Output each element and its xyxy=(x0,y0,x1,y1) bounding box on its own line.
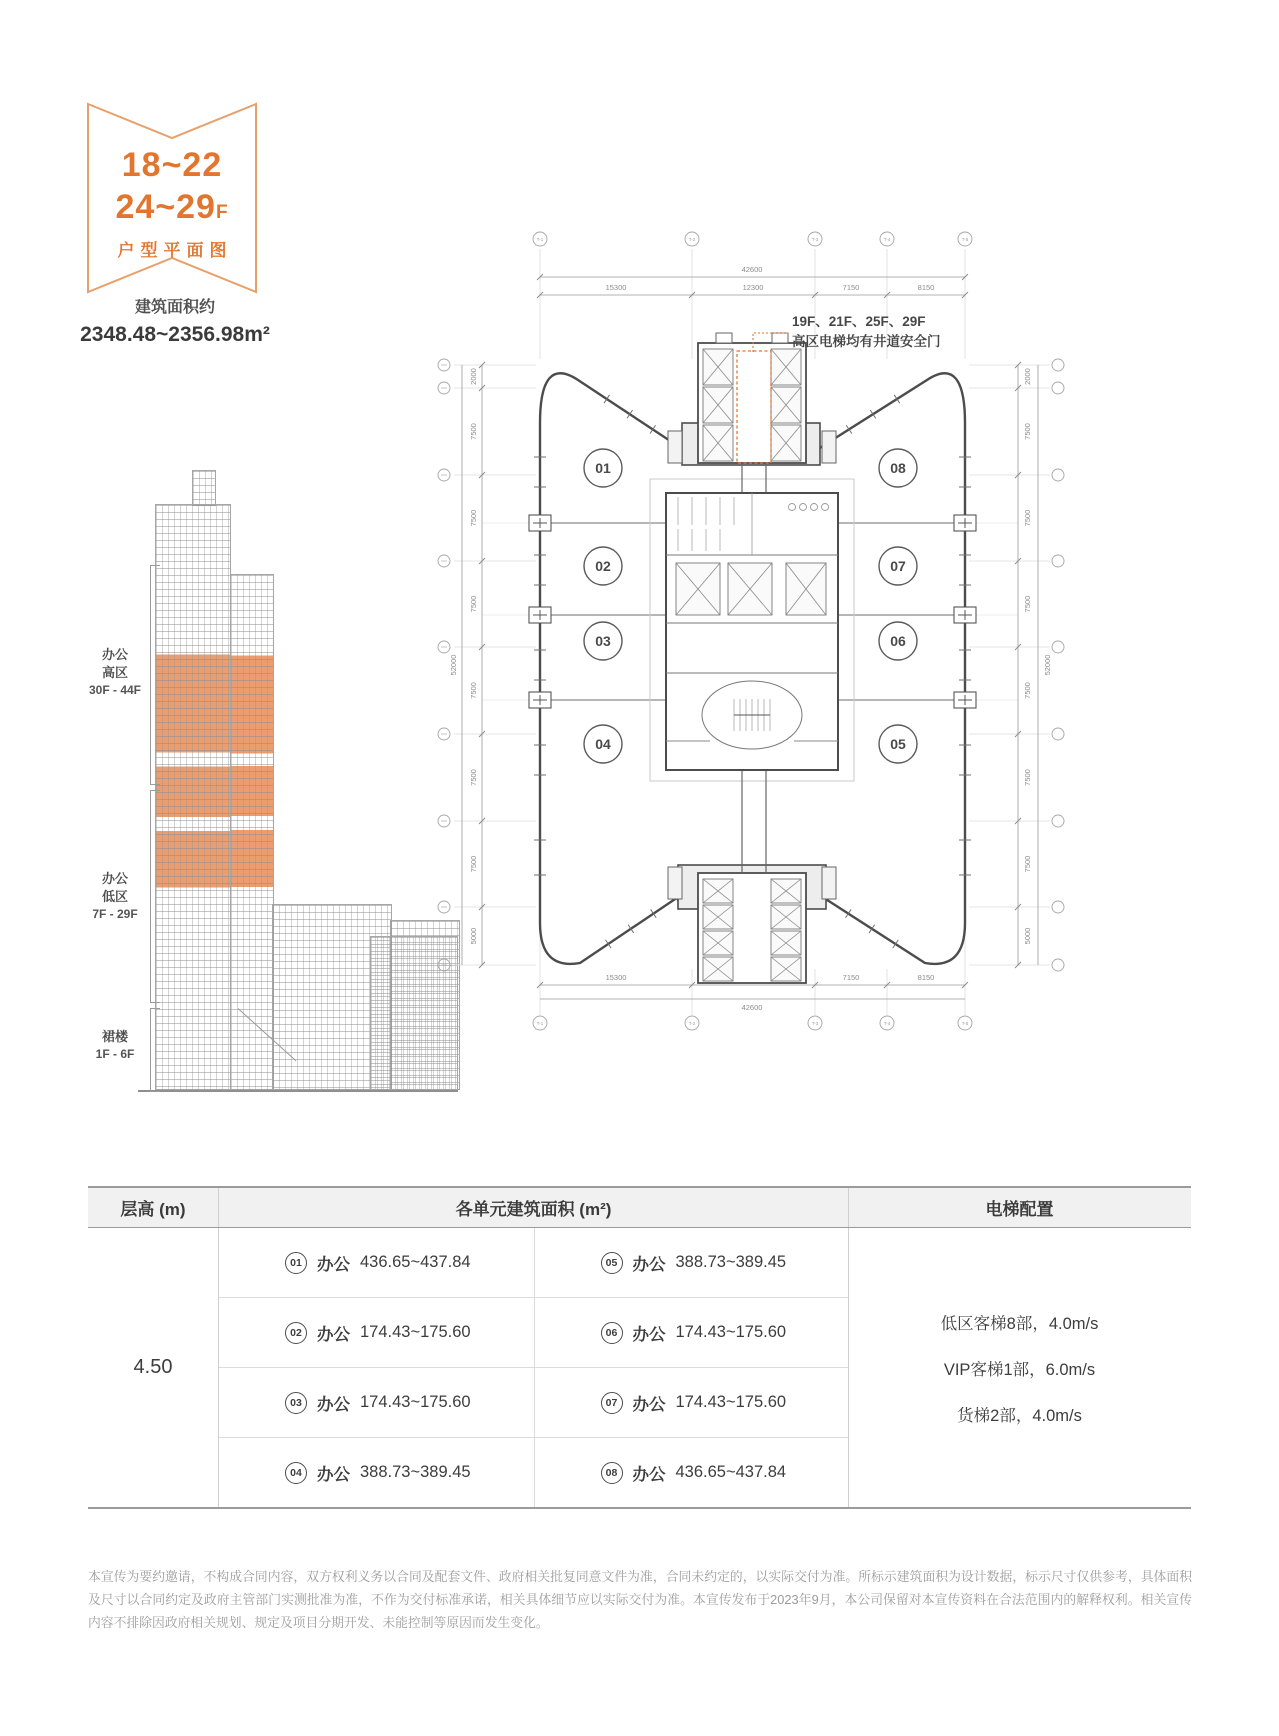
dim-right-seg: 7500 xyxy=(1023,509,1032,527)
grid-bubble: T-4 xyxy=(883,237,891,242)
unit-number-badge: 08 xyxy=(601,1462,623,1484)
elevator-config xyxy=(849,1228,1190,1507)
area-note-label: 建筑面积约 xyxy=(134,299,215,316)
unit-07-label: 07 xyxy=(890,558,906,574)
dim-left-seg: 2000 xyxy=(469,368,478,385)
unit-use: 办公 xyxy=(317,1395,350,1414)
unit-number-badge: 07 xyxy=(601,1392,623,1414)
unit-area-cell xyxy=(534,1368,849,1437)
zone-low-range: 7F - 29F xyxy=(92,907,138,922)
unit-area: 388.73~389.45 xyxy=(360,1463,471,1481)
zone-bracket-high xyxy=(150,565,159,785)
unit-area: 174.43~175.60 xyxy=(675,1393,787,1411)
disclaimer-text: 本宣传为要约邀请，不构成合同内容，双方权利义务以合同及配套文件、政府相关批复同意文件为准，合同未约定的，以实际交付为准。所标示建筑面积为设计数据，标示尺寸仅供参考，具体面积及尺寸以合同约定及政府主管部门实测批准为准，不作为交付标准承诺，相关具体细节应以实际交付为准。本宣传发布于2023年9月，本公司保留对本宣传资料在合法范围内的解释权利。相关宣传内容不排除因政府相关规划、规定及项目分期开发、未能控制等原因而发生变化。 xyxy=(88,1569,1192,1631)
dim-right-seg: 2000 xyxy=(1023,368,1032,385)
grid-bubble: T-5 xyxy=(961,1021,969,1026)
grid-bubble: T-1 xyxy=(536,1021,544,1026)
unit-number-badge: 06 xyxy=(601,1322,623,1344)
unit-area-cell xyxy=(534,1298,849,1367)
area-note-value: 2348.48~2356.98m² xyxy=(80,323,270,346)
spec-table-header xyxy=(88,1188,1191,1228)
table-row xyxy=(219,1368,848,1438)
dim-left-seg: 5000 xyxy=(469,927,478,945)
annotation-line1: 19F、21F、25F、29F xyxy=(792,314,926,329)
elevator-line-1: 低区客梯8部，4.0m/s xyxy=(940,1314,1099,1333)
dim-left-seg: 7500 xyxy=(469,595,478,613)
badge-floors-line2 xyxy=(86,188,258,227)
elevator-line-3: 货梯2部，4.0m/s xyxy=(957,1406,1082,1425)
dim-right-seg: 7500 xyxy=(1023,855,1032,873)
unit-02-label: 02 xyxy=(595,558,611,574)
table-row xyxy=(219,1298,848,1368)
unit-number-badge: 04 xyxy=(285,1462,307,1484)
unit-area-cell xyxy=(219,1228,534,1297)
header-unit-areas: 各单元建筑面积 (m²) xyxy=(218,1188,849,1227)
dim-right-total: 52000 xyxy=(1043,654,1052,676)
unit-area-cell xyxy=(219,1438,534,1507)
elevation-ground-line xyxy=(138,1090,458,1092)
elevator-line-2: VIP客梯1部，6.0m/s xyxy=(943,1360,1096,1379)
zone-label-podium xyxy=(84,1028,146,1063)
header-floor-height: 层高 (m) xyxy=(120,1200,186,1219)
grid-bubble: T-2 xyxy=(688,1021,696,1026)
dim-top-total: 42600 xyxy=(741,265,763,274)
zone-bracket-low xyxy=(150,790,159,1003)
dim-right-seg: 7500 xyxy=(1023,423,1032,440)
zone-label-high xyxy=(84,646,146,699)
unit-number-badge: 02 xyxy=(285,1322,307,1344)
dim-bottom-seg3: 7150 xyxy=(842,973,860,982)
zone-podium-name: 裙楼 xyxy=(101,1029,128,1044)
spec-table xyxy=(88,1186,1191,1509)
dim-bottom-total: 42600 xyxy=(741,1003,763,1012)
badge-floors-line2-text: 24~29 xyxy=(115,188,216,226)
floor-plan xyxy=(420,225,1080,1035)
unit-area-cell xyxy=(219,1368,534,1437)
zone-high-range: 30F - 44F xyxy=(88,683,142,698)
unit-area: 436.65~437.84 xyxy=(360,1253,471,1271)
top-elevator-bank xyxy=(668,333,836,465)
dim-top-seg1: 15300 xyxy=(605,283,627,292)
unit-area-cell xyxy=(534,1438,849,1507)
unit-01-label: 01 xyxy=(595,460,611,476)
floor-height-value: 4.50 xyxy=(133,1356,173,1378)
elevation-main-tower xyxy=(155,504,231,1090)
unit-03-label: 03 xyxy=(595,633,611,649)
dim-right-seg: 7500 xyxy=(1023,769,1032,786)
floor-range-badge xyxy=(86,102,258,294)
unit-04-label: 04 xyxy=(595,736,611,752)
unit-use: 办公 xyxy=(632,1325,666,1344)
unit-use: 办公 xyxy=(317,1325,350,1344)
unit-05-label: 05 xyxy=(890,736,906,752)
unit-use: 办公 xyxy=(632,1395,666,1414)
dim-top-seg2: 12300 xyxy=(742,283,764,292)
badge-floor-suffix: F xyxy=(215,202,229,223)
unit-area: 174.43~175.60 xyxy=(360,1393,471,1411)
unit-number-badge: 03 xyxy=(285,1392,307,1414)
zone-bracket-podium xyxy=(150,1008,159,1092)
unit-area-grid xyxy=(218,1228,849,1507)
elevation-tower-crown xyxy=(192,470,216,506)
badge-floors-line1: 18~22 xyxy=(121,146,223,184)
dim-right-seg: 7500 xyxy=(1023,595,1032,613)
unit-area: 436.65~437.84 xyxy=(675,1463,787,1481)
dim-left-seg: 7500 xyxy=(469,509,478,527)
grid-bubble: T-2 xyxy=(688,237,696,242)
zone-high-name2: 高区 xyxy=(101,665,128,681)
badge-title: 户型平面图 xyxy=(117,241,233,260)
grid-bubble: T-3 xyxy=(811,237,819,242)
dim-left-seg: 7500 xyxy=(469,423,478,440)
unit-use: 办公 xyxy=(317,1465,350,1484)
unit-use: 办公 xyxy=(317,1255,350,1274)
dim-left-total: 52000 xyxy=(449,654,458,676)
dim-bottom-seg4: 8150 xyxy=(917,973,935,982)
dimension-right xyxy=(1015,359,1064,971)
dim-left-seg: 7500 xyxy=(469,682,478,699)
table-row xyxy=(219,1228,848,1298)
dim-right-seg: 7500 xyxy=(1023,682,1032,699)
unit-use: 办公 xyxy=(632,1255,666,1274)
zone-label-low xyxy=(84,870,146,923)
unit-area-cell xyxy=(534,1228,849,1297)
grid-bubble: T-1 xyxy=(536,237,544,242)
unit-area: 174.43~175.60 xyxy=(360,1323,471,1341)
elevation-secondary-tower xyxy=(230,574,274,1090)
zone-high-name1: 办公 xyxy=(101,647,128,662)
unit-08-label: 08 xyxy=(890,460,906,476)
grid-bubble: T-3 xyxy=(811,1021,819,1026)
annotation-line2: 高区电梯均有井道安全门 xyxy=(792,334,941,349)
unit-area-cell xyxy=(219,1298,534,1367)
unit-area: 388.73~389.45 xyxy=(675,1253,787,1271)
zone-low-name1: 办公 xyxy=(101,871,128,886)
unit-number-badge: 05 xyxy=(601,1252,623,1274)
dimension-left xyxy=(438,359,485,971)
header-elevators: 电梯配置 xyxy=(985,1200,1054,1219)
table-row xyxy=(219,1438,848,1507)
unit-06-label: 06 xyxy=(890,633,906,649)
zone-podium-range: 1F - 6F xyxy=(95,1047,135,1062)
central-core xyxy=(650,463,854,873)
dim-top-seg4: 8150 xyxy=(917,283,935,292)
dimension-top xyxy=(533,232,972,298)
unit-area: 174.43~175.60 xyxy=(675,1323,787,1341)
dim-right-seg: 5000 xyxy=(1023,927,1032,945)
dim-left-seg: 7500 xyxy=(469,769,478,786)
bottom-elevator-bank xyxy=(668,865,836,983)
dim-top-seg3: 7150 xyxy=(842,283,860,292)
unit-number-badge: 01 xyxy=(285,1252,307,1274)
zone-low-name2: 低区 xyxy=(101,889,128,905)
dim-bottom-seg1: 15300 xyxy=(605,973,627,982)
dim-left-seg: 7500 xyxy=(469,855,478,873)
unit-use: 办公 xyxy=(632,1465,666,1484)
building-elevation xyxy=(88,468,465,1100)
area-note xyxy=(50,294,300,347)
grid-bubble: T-5 xyxy=(961,237,969,242)
grid-bubble: T-4 xyxy=(883,1021,891,1026)
